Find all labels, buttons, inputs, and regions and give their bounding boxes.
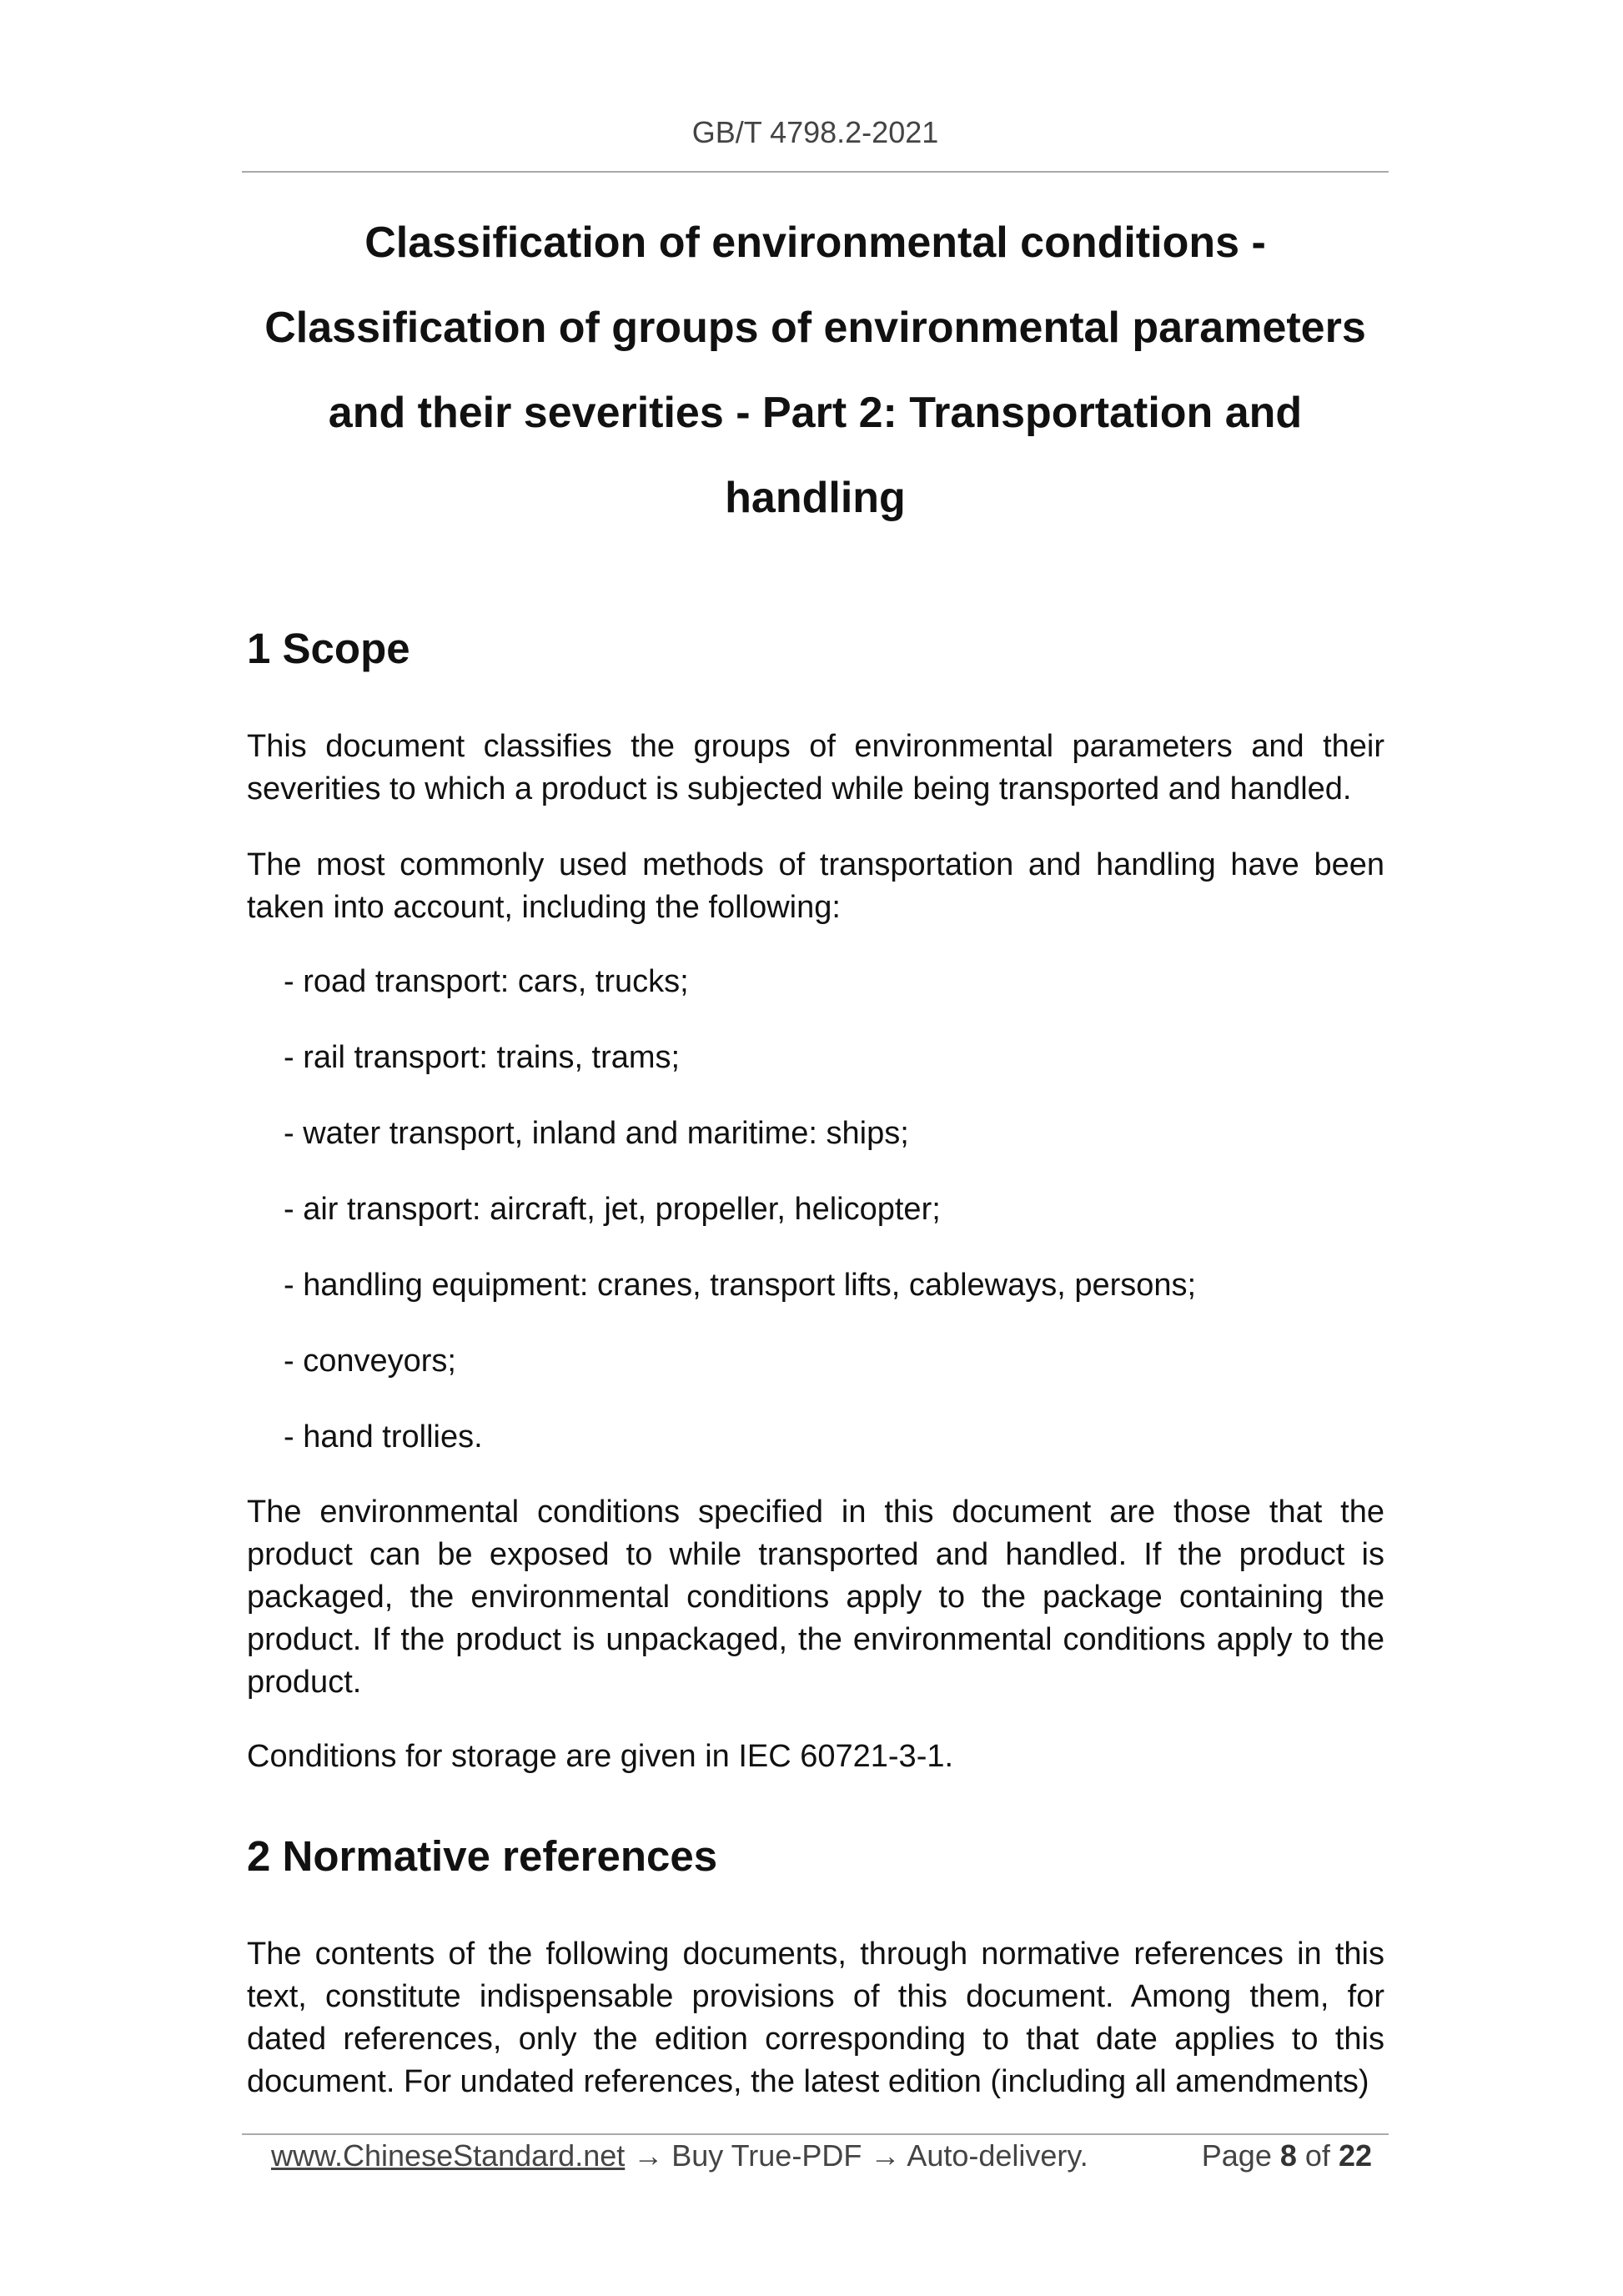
document-title <box>242 200 1389 540</box>
list-item: - road transport: cars, trucks; <box>284 964 689 999</box>
list-item: - conveyors; <box>284 1344 456 1379</box>
list-item: - rail transport: trains, trams; <box>284 1040 681 1075</box>
page-label: Page <box>1201 2138 1272 2173</box>
page-current: 8 <box>1279 2138 1297 2173</box>
scope-paragraph-1: This document classifies the groups of environmental parameters and their severities to which a product is subjected while being transported and handled. <box>247 729 1384 806</box>
page-indicator <box>1202 2135 1372 2177</box>
header-divider <box>242 171 1389 173</box>
list-item: - water transport, inland and maritime: ships; <box>284 1116 909 1151</box>
title-line: Classification of groups of environmental parameters <box>264 304 1366 352</box>
section-heading-normative-references: 2 Normative references <box>247 1832 718 1880</box>
footer-tagline: → Buy True-PDF → Auto-delivery. <box>625 2138 1088 2173</box>
title-line: and their severities - Part 2: Transportation and <box>328 389 1303 437</box>
section-heading-scope: 1 Scope <box>247 625 410 672</box>
title-line: handling <box>725 474 906 522</box>
list-item: - hand trollies. <box>284 1419 483 1454</box>
document-number-header: GB/T 4798.2-2021 <box>691 115 939 149</box>
page-footer <box>271 2135 1372 2177</box>
of-label: of <box>1304 2138 1330 2173</box>
normative-references-paragraph: The contents of the following documents, through normative references in this text, constitute indispensable provisions of this document. Among them, for dated references, only the edition corresponding to that date applies to this document. For undated references, the latest edition (including all amendments) <box>247 1937 1384 2099</box>
scope-paragraph-4: Conditions for storage are given in IEC 60721-3-1. <box>247 1739 954 1774</box>
list-item: - air transport: aircraft, jet, propeller, helicopter; <box>284 1192 941 1227</box>
scope-paragraph-2: The most commonly used methods of transportation and handling have been taken into account, including the following: <box>247 847 1384 925</box>
list-item: - handling equipment: cranes, transport lifts, cableways, persons; <box>284 1268 1197 1303</box>
website-link[interactable]: www.ChineseStandard.net <box>271 2138 626 2173</box>
page-total: 22 <box>1338 2138 1372 2173</box>
scope-paragraph-3: The environmental conditions specified in this document are those that the product can be exposed to while transported and handled. If the product is packaged, the environmental conditions apply to the package containing the product. If the product is unpackaged, the environmental conditions apply to the product. <box>247 1495 1384 1700</box>
title-line: Classification of environmental conditions - <box>364 219 1266 267</box>
